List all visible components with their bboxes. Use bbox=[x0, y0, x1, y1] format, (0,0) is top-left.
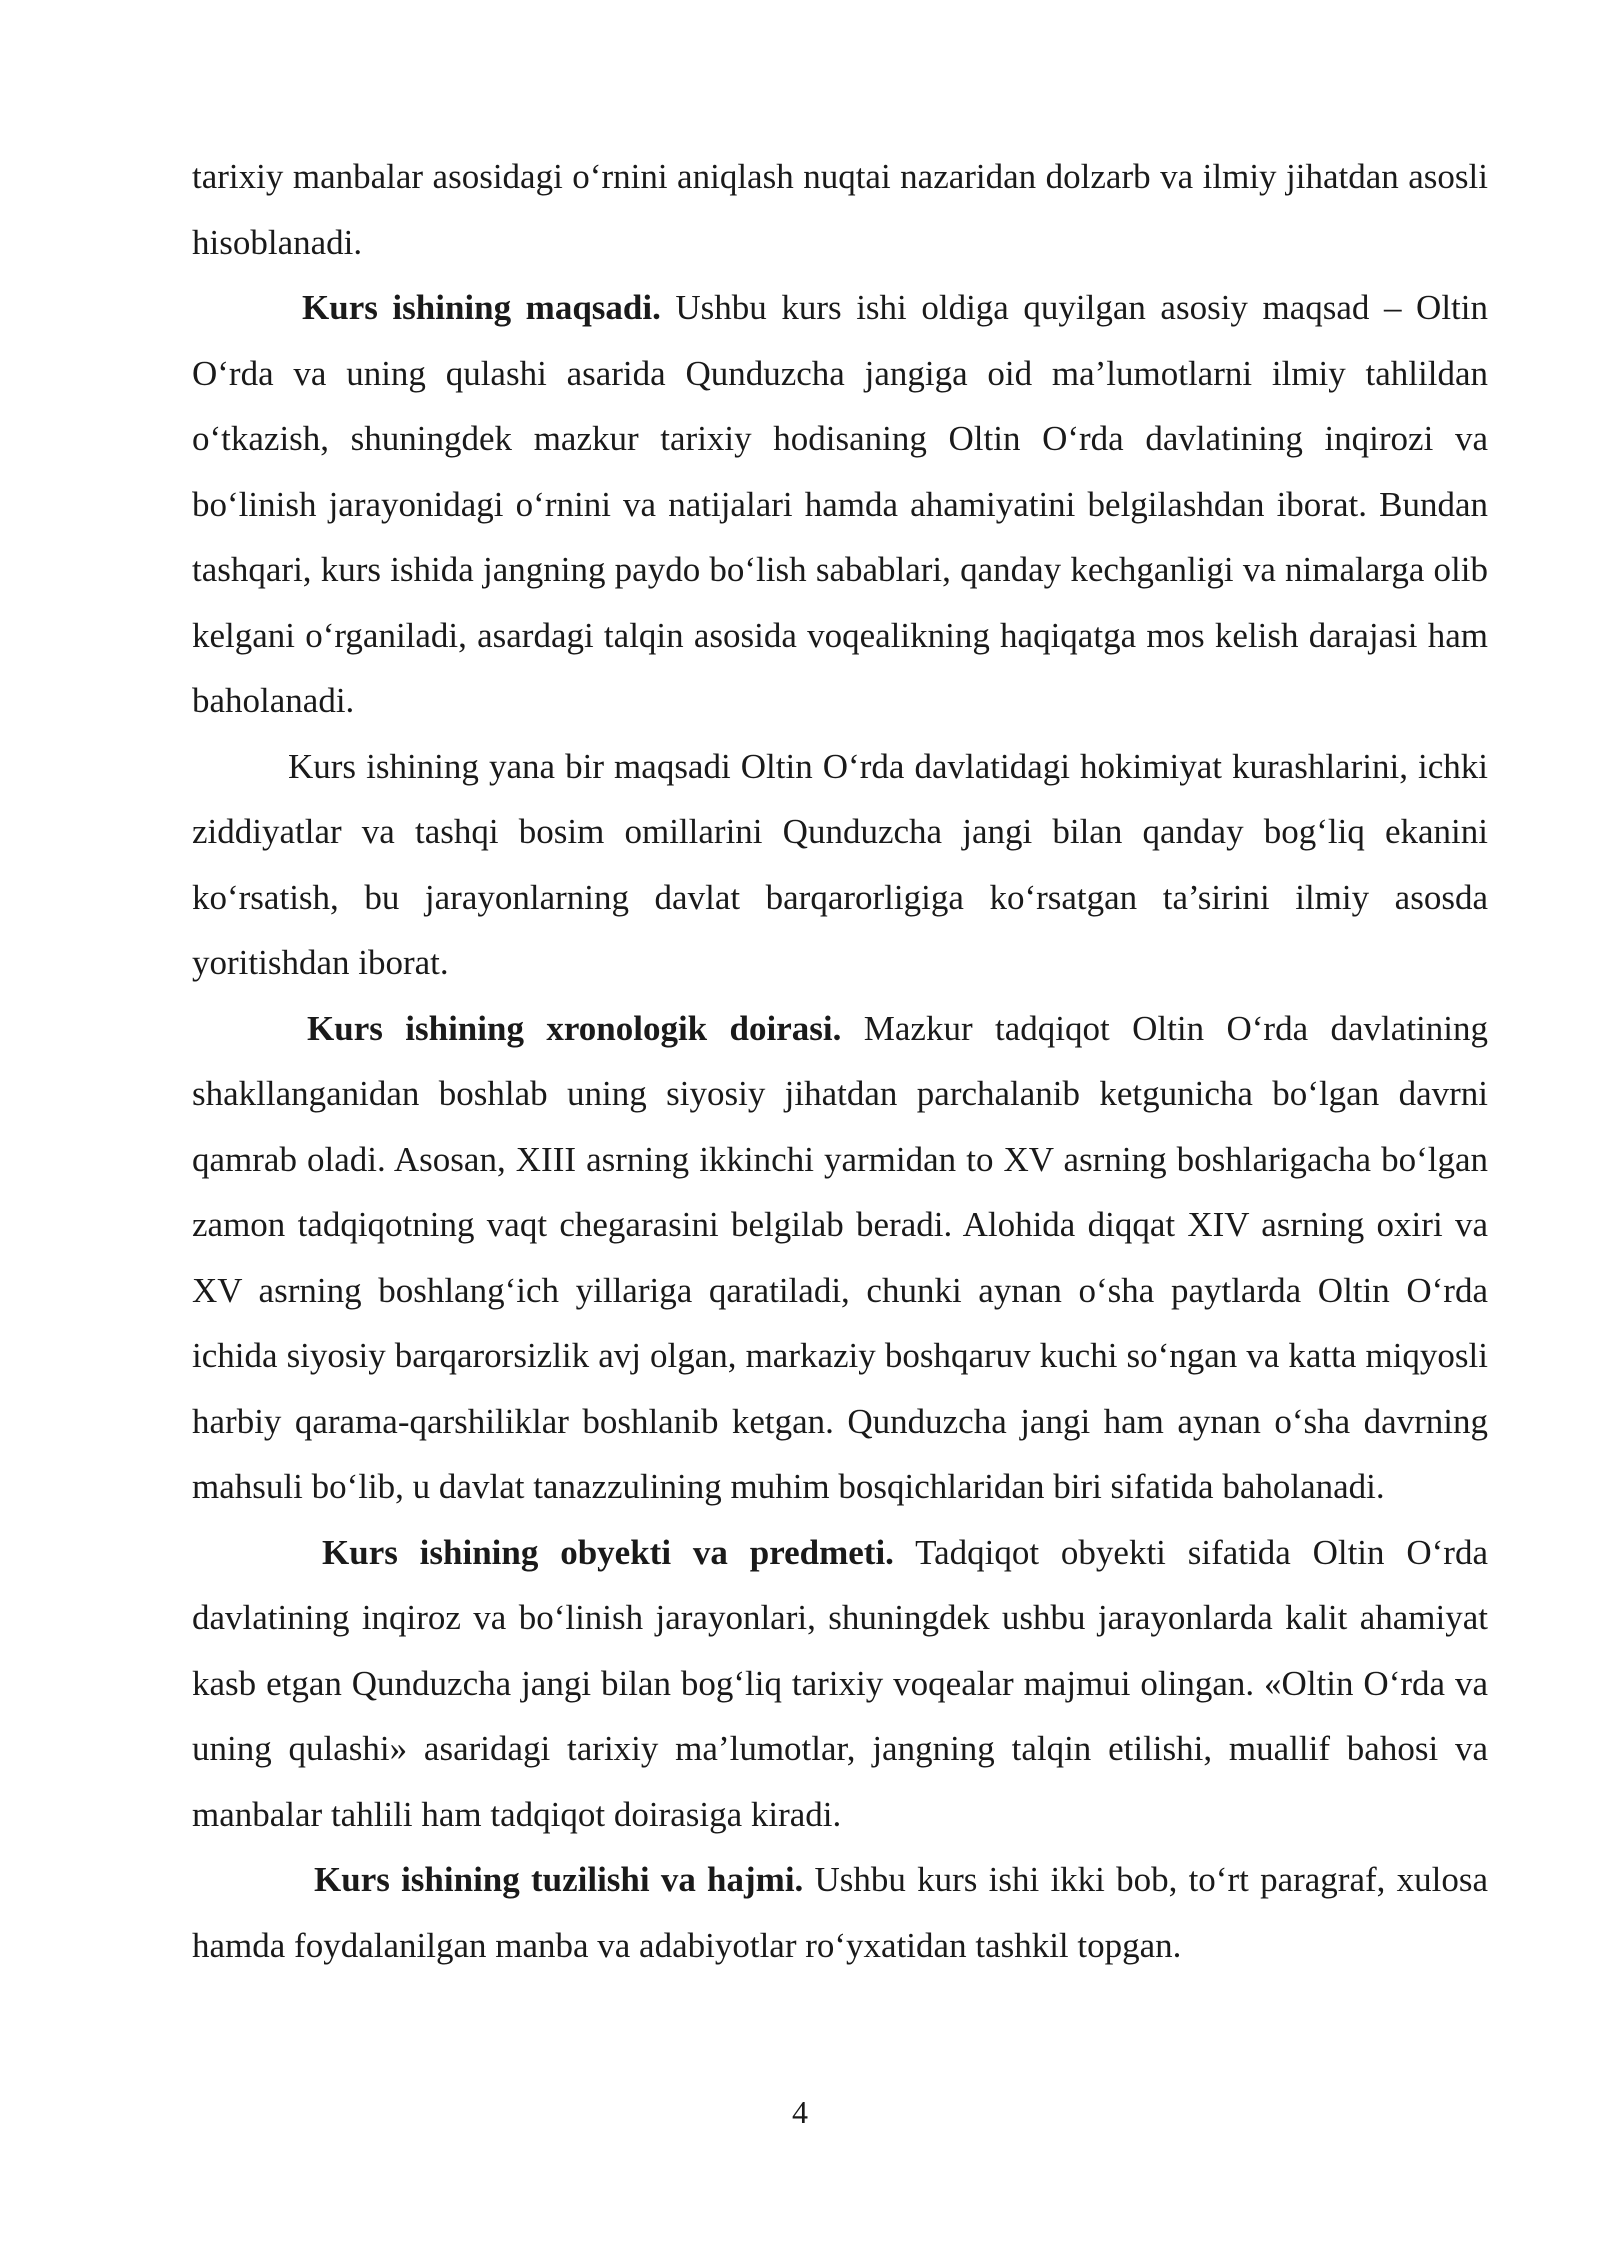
paragraph-maqsad-extra bbox=[192, 734, 1488, 996]
paragraph-text: Tadqiqot obyekti sifatida Oltin O‘rda davlatining inqiroz va bo‘linish jarayonlari, shuningdek ushbu jarayonlarda kalit ahamiyat kasb etgan Qunduzcha jangi bilan bog‘liq tarixiy voqealar majmui olingan. «Oltin O‘rda va uning qulashi» asaridagi tarixiy ma’lumotlar, jangning talqin etilishi, muallif bahosi va manbalar tahlili ham tadqiqot doirasiga kiradi. bbox=[192, 1532, 1488, 1834]
paragraph-xronologik-doirasi bbox=[192, 996, 1488, 1520]
paragraph-text: tarixiy manbalar asosidagi o‘rnini aniqlash nuqtai nazaridan dolzarb va ilmiy jihatdan asosli hisoblanadi. bbox=[192, 157, 1488, 262]
paragraph-text: Kurs ishining yana bir maqsadi Oltin O‘rda davlatidagi hokimiyat kurashlarini, ichki ziddiyatlar va tashqi bosim omillarini Qunduzcha jangi bilan qanday bog‘liq ekanini ko‘rsatish, bu jarayonlarning davlat barqarorligiga ko‘rsatgan ta’sirini ilmiy asosda yoritishdan iborat. bbox=[192, 746, 1488, 982]
paragraph-heading: Kurs ishining xronologik doirasi. bbox=[307, 1008, 842, 1048]
paragraph-text: Ushbu kurs ishi ikki bob, to‘rt paragraf, xulosa hamda foydalanilgan manba va adabiyotlar ro‘yxatidan tashkil topgan. bbox=[192, 1860, 1488, 1965]
page-number: 4 bbox=[792, 2094, 808, 2130]
document-body bbox=[192, 144, 1488, 1978]
paragraph-heading: Kurs ishining maqsadi. bbox=[302, 288, 661, 327]
paragraph-text: Mazkur tadqiqot Oltin O‘rda davlatining shakllanganidan boshlab uning siyosiy jihatdan parchalanib ketgunicha bo‘lgan davrni qamrab oladi. Asosan, XIII asrning ikkinchi yarmidan to XV asrning boshlarigacha bo‘lgan zamon tadqiqotning vaqt chegarasini belgilab beradi. Alohida diqqat XIV asrning oxiri va XV asrning boshlang‘ich yillariga qaratiladi, chunki aynan o‘sha paytlarda Oltin O‘rda ichida siyosiy barqarorsizlik avj olgan, markaziy boshqaruv kuchi so‘ngan va katta miqyosli harbiy qarama-qarshiliklar boshlanib ketgan. Qunduzcha jangi ham aynan o‘sha davrning mahsuli bo‘lib, u davlat tanazzulining muhim bosqichlaridan biri sifatida baholanadi. bbox=[192, 1008, 1488, 1506]
paragraph-obyekti-predmeti bbox=[192, 1520, 1488, 1848]
paragraph-maqsad bbox=[192, 275, 1488, 734]
paragraph-text: Ushbu kurs ishi oldiga quyilgan asosiy maqsad – Oltin O‘rda va uning qulashi asarida Qunduzcha jangiga oid ma’lumotlarni ilmiy tahlildan o‘tkazish, shuningdek mazkur tarixiy hodisaning Oltin O‘rda davlatining inqirozi va bo‘linish jarayonidagi o‘rnini va natijalari hamda ahamiyatini belgilashdan iborat. Bundan tashqari, kurs ishida jangning paydo bo‘lish sabablari, qanday kechganligi va nimalarga olib kelgani o‘rganiladi, asardagi talqin asosida voqealikning haqiqatga mos kelish darajasi ham baholanadi. bbox=[192, 288, 1488, 720]
paragraph-heading: Kurs ishining obyekti va predmeti. bbox=[322, 1532, 894, 1572]
paragraph-intro-continuation bbox=[192, 144, 1488, 275]
paragraph-tuzilishi-hajmi bbox=[192, 1847, 1488, 1978]
paragraph-heading: Kurs ishining tuzilishi va hajmi. bbox=[314, 1860, 804, 1899]
